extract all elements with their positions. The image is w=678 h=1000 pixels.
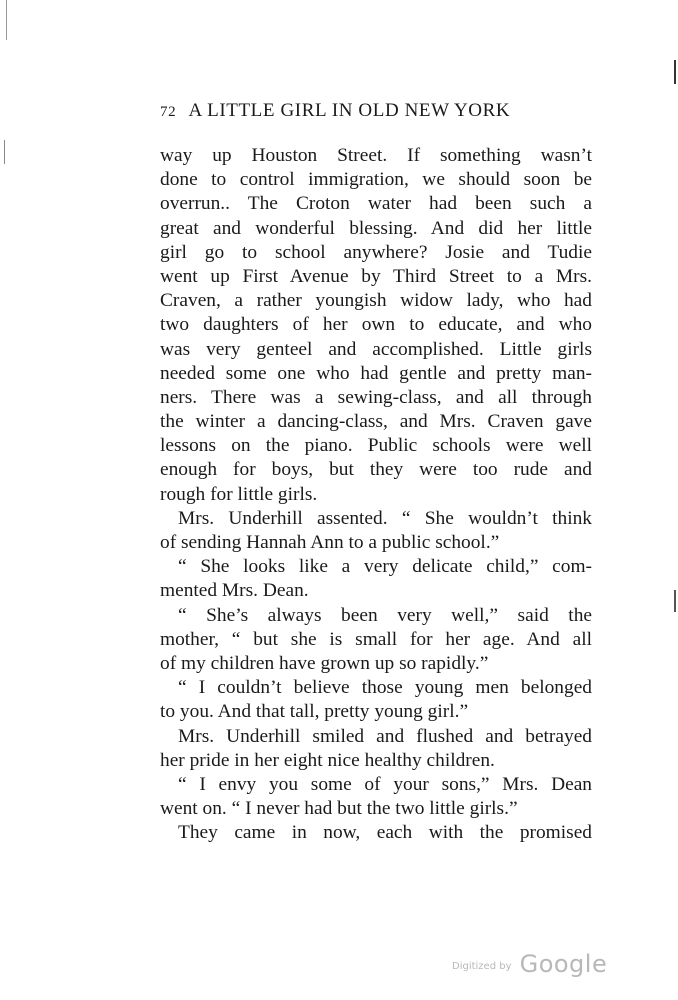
scan-edge-mark (4, 140, 5, 164)
text-line: They came in now, each with the promised (178, 822, 592, 844)
scan-edge-mark (674, 590, 676, 612)
running-header (160, 100, 592, 122)
text-line: Mrs. Underhill smiled and flushed and betrayed (178, 725, 592, 747)
text-line: great and wonderful blessing. And did her little (160, 217, 592, 239)
text-line: “ She’s always been very well,” said the (178, 604, 592, 626)
text-line: mented Mrs. Dean. (160, 580, 309, 602)
text-line: done to control immigration, we should soon be (160, 169, 592, 191)
text-line: “ I couldn’t believe those young men belonged (178, 677, 592, 699)
watermark-prefix: Digitized by (452, 961, 512, 972)
text-line: went up First Avenue by Third Street to a Mrs. (160, 265, 592, 287)
text-line: ners. There was a sewing-class, and all through (160, 386, 592, 408)
text-line: went on. “ I never had but the two little girls.” (160, 798, 518, 820)
text-line: of my children have grown up so rapidly.” (160, 652, 489, 674)
text-line: way up Houston Street. If something wasn’t (160, 145, 592, 166)
text-line: overrun.. The Croton water had been such a (160, 193, 592, 215)
text-line: girl go to school anywhere? Josie and Tudie (160, 241, 592, 263)
watermark-brand: Google (519, 950, 608, 978)
text-line: her pride in her eight nice healthy children. (160, 749, 495, 771)
body-text (160, 144, 592, 845)
text-line: Mrs. Underhill assented. “ She wouldn’t think (178, 507, 592, 529)
text-line: “ She looks like a very delicate child,” com- (178, 556, 592, 578)
text-line: two daughters of her own to educate, and who (160, 314, 592, 336)
text-line: needed some one who had gentle and pretty man- (160, 362, 592, 384)
text-line: Craven, a rather youngish widow lady, who had (160, 290, 592, 312)
page-number: 72 (160, 104, 177, 120)
text-line: “ I envy you some of your sons,” Mrs. Dean (178, 773, 592, 795)
text-line: lessons on the piano. Public schools were well (160, 435, 592, 457)
scan-edge-mark (674, 60, 676, 84)
text-line: was very genteel and accomplished. Little girls (160, 338, 592, 360)
text-line: to you. And that tall, pretty young girl.” (160, 701, 469, 723)
google-watermark (452, 950, 607, 978)
text-line: mother, “ but she is small for her age. And all (160, 628, 592, 650)
text-line: of sending Hannah Ann to a public school.” (160, 532, 500, 553)
text-line: enough for boys, but they were too rude and (160, 459, 592, 481)
scan-edge-mark (6, 0, 7, 40)
running-title: A LITTLE GIRL IN OLD NEW YORK (188, 100, 511, 121)
text-line: the winter a dancing-class, and Mrs. Craven gave (160, 411, 592, 433)
text-line: rough for little girls. (160, 483, 318, 505)
